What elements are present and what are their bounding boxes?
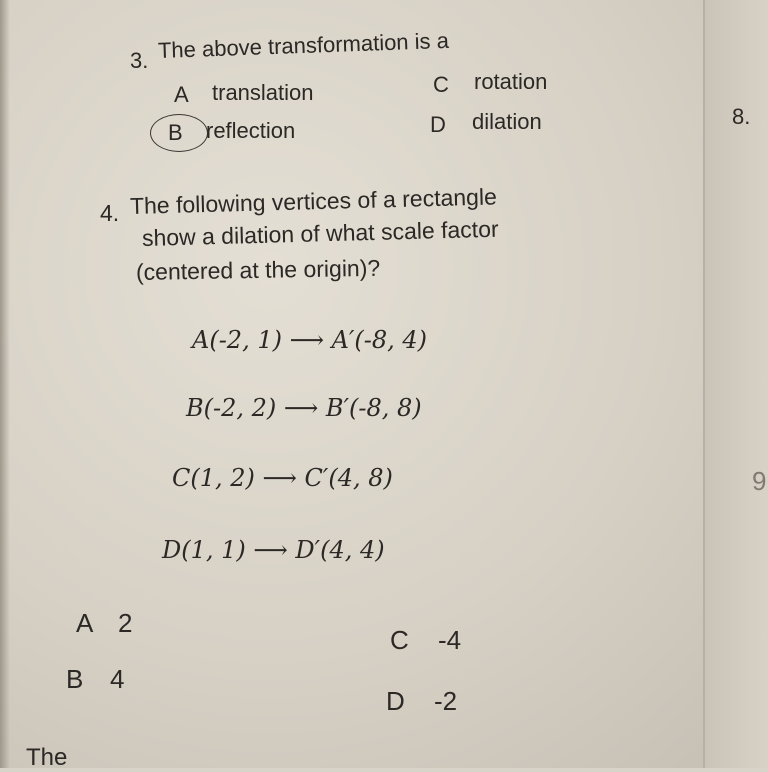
q3-option-c-text: rotation — [474, 69, 548, 94]
q3-option-d-letter: D — [430, 112, 446, 137]
mapping-a: A(-2, 1) ⟶ A′(-8, 4) — [192, 326, 428, 354]
q3-option-b-letter: B — [168, 120, 183, 145]
q3-option-c-letter: C — [433, 72, 449, 97]
q4-answer-c-value: -4 — [438, 625, 462, 655]
q4-line-2: show a dilation of what scale factor — [141, 215, 499, 251]
q4-answer-b-value: 4 — [110, 664, 125, 694]
q3-option-a-letter: A — [174, 82, 189, 107]
q3-option-b-text: reflection — [206, 118, 296, 143]
q4-answer-b-letter: B — [66, 664, 84, 694]
q4-answer-c-letter: C — [390, 625, 409, 655]
q4-answer-a-letter: A — [76, 608, 94, 638]
mapping-c: C(1, 2) ⟶ C′(4, 8) — [172, 464, 393, 492]
mapping-d: D(1, 1) ⟶ D′(4, 4) — [162, 536, 385, 564]
footer-fragment: The — [26, 744, 68, 771]
side-number-9: 9 — [752, 466, 767, 496]
paper-shadow — [0, 0, 10, 768]
q4-answer-d-value: -2 — [434, 686, 458, 716]
q4-answer-d-letter: D — [386, 686, 405, 716]
side-number-8: 8. — [732, 104, 751, 129]
q3-option-d-text: dilation — [472, 109, 542, 134]
q3-prompt: The above transformation is a — [157, 27, 450, 63]
q4-line-3: (centered at the origin)? — [135, 254, 381, 285]
q4-answer-a-value: 2 — [118, 608, 133, 638]
q3-option-a-text: translation — [212, 80, 314, 105]
q4-number: 4. — [100, 200, 120, 226]
q3-number: 3. — [130, 48, 149, 73]
q4-line-1: The following vertices of a rectangle — [129, 183, 498, 219]
mapping-b: B(-2, 2) ⟶ B′(-8, 8) — [186, 394, 422, 422]
